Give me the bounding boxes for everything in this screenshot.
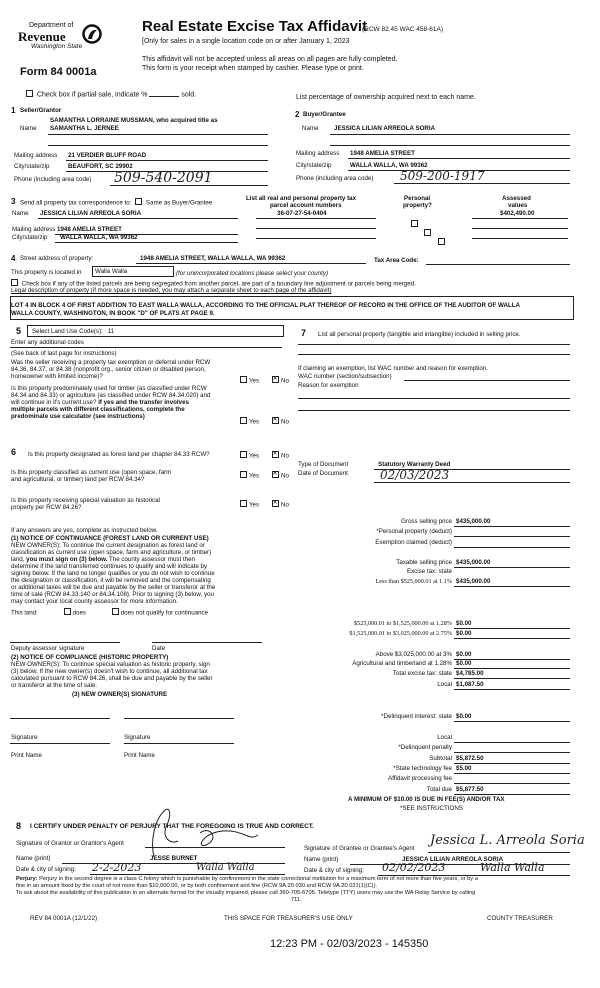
tier2-label: $525,000.01 to $1,525,000.00 at 1.28% xyxy=(354,620,452,627)
no-label: No xyxy=(281,452,289,460)
this-land-label: This land: xyxy=(11,609,38,617)
perjury-line4: 711. xyxy=(291,897,302,903)
section5-q1-no xyxy=(272,376,289,385)
notice2-line1: NEW OWNER(S): To continue special valuation as historic property, sign xyxy=(11,661,210,668)
section-1-number: 1 xyxy=(11,106,16,115)
delinquent-state-value: $0.00 xyxy=(456,713,472,720)
notice1-line1: NEW OWNER(S): To continue the current designation as forest land or xyxy=(11,542,205,549)
dept-line1: Department of xyxy=(29,22,74,29)
section5-q1-no-checkbox[interactable] xyxy=(272,376,279,383)
grantor-signature-label: Signature of Grantor or Grantor's Agent xyxy=(16,840,124,847)
land-does-label: does xyxy=(72,609,86,617)
form-subtitle: [Only for sales in a single location code on or after January 1, 2023 xyxy=(142,38,350,45)
ownership-note: List percentage of ownership acquired next to each name. xyxy=(296,94,476,101)
section6-q1-yes-checkbox[interactable] xyxy=(240,451,247,458)
form-title: Real Estate Excise Tax Affidavit xyxy=(142,18,368,35)
grantee-city-value: Walla Walla xyxy=(480,861,545,874)
taxable-value: $435,000.00 xyxy=(456,559,491,566)
located-label: This property is located in xyxy=(11,269,82,276)
buyer-name-value: JESSICA LILIAN ARREOLA SORIA xyxy=(334,125,436,132)
doc-type-value: Statutory Warranty Deed xyxy=(378,461,451,468)
notice1-line7: or additional taxes will be due and payable by the seller or transferor at the xyxy=(11,584,216,591)
ag-value: $0.00 xyxy=(456,660,472,667)
yes-label: Yes xyxy=(249,501,260,509)
seller-name-line1: SAMANTHA LORRAINE MUSSMAN, who acquired title as xyxy=(50,117,218,124)
total-excise-value: $4,785.00 xyxy=(456,670,484,677)
buyer-mailing-value: 1948 AMELIA STREET xyxy=(350,150,415,157)
partial-sale-checkbox[interactable] xyxy=(26,90,33,97)
section6-q3-no-checkbox[interactable] xyxy=(272,500,279,507)
section6-q2-yes-checkbox[interactable] xyxy=(240,471,247,478)
section6-q3-line1: Is this property receiving special valuation as historical xyxy=(11,497,160,504)
buyer-phone-label: Phone (including area code) xyxy=(296,175,374,182)
section-7-number: 7 xyxy=(301,328,307,338)
seller-name-line2: SAMANTHA L. JERNEE xyxy=(50,125,119,132)
section-4-number: 4 xyxy=(11,254,16,263)
form-note1: This affidavit will not be accepted unless all areas on all pages are fully completed. xyxy=(142,56,398,63)
penalty-label: *Delinquent penalty xyxy=(398,744,452,751)
land-does-checkbox[interactable] xyxy=(64,608,71,615)
tech-fee-value: $5.00 xyxy=(456,765,472,772)
seller-mailing-label: Mailing address xyxy=(14,152,58,159)
seller-city-label: City/state/zip xyxy=(14,163,50,170)
section6-q3-yes-checkbox[interactable] xyxy=(240,500,247,507)
tier1-label: Less than $525,000.01 at 1.1% xyxy=(375,578,452,585)
yes-label: Yes xyxy=(249,377,260,385)
grantee-date-label: Date & city of signing: xyxy=(304,867,364,874)
section5-q1-line3: homeowner with limited income)? xyxy=(11,373,103,380)
section3-mailing-label: Mailing address xyxy=(12,226,56,233)
seller-city-value: BEAUFORT, SC 29902 xyxy=(68,163,133,170)
section3-name-value: JESSICA LILIAN ARREOLA SORIA xyxy=(40,210,142,217)
segregated-checkbox[interactable] xyxy=(11,279,18,286)
tax-area-code-label: Tax Area Code: xyxy=(374,257,419,264)
assessed-heading-1: Assessed xyxy=(502,195,531,202)
street-label: Street address of property: xyxy=(20,255,94,262)
assessed-heading-2: values xyxy=(508,202,528,209)
street-value: 1948 AMELIA STREET, WALLA WALLA, WA 99362 xyxy=(140,255,286,262)
grantor-name-value: JESSE BURNET xyxy=(150,855,198,862)
legal-description-line1: LOT 4 IN BLOCK 4 OF FIRST ADDITION TO EAST WALLA WALLA, ACCORDING TO THE OFFICIAL PLAT THEREOF OF RECORD IN THE OFFICE OF THE AUDITOR OF WALLA xyxy=(11,302,520,309)
form-note2: This form is your receipt when stamped by cashier. Please type or print. xyxy=(142,65,364,72)
buyer-name-label: Name xyxy=(302,125,319,132)
section5-q1-line1: Was the seller receiving a property tax exemption or deferral under RCW xyxy=(11,359,211,366)
notice1-line2: classification as current use (open space, farm and agriculture, or timber) xyxy=(11,549,212,556)
assessed-value: $402,490.00 xyxy=(500,210,535,217)
section3-mailing-value: 1948 AMELIA STREET xyxy=(57,226,122,233)
notice1-line5: signing below. If the land no longer qualifies or you do not wish to continue xyxy=(11,570,215,577)
notice1-line6: the designation or classification, it will be removed and the compensating xyxy=(11,577,211,584)
grantor-city-value: Walla Walla xyxy=(196,862,255,873)
dept-line2: Revenue xyxy=(18,29,66,44)
owner-signature-label-1: Signature xyxy=(11,734,38,741)
owner-signature-label-2: Signature xyxy=(124,734,151,741)
personal-heading-1: Personal xyxy=(404,195,431,202)
local-value: $1,087.50 xyxy=(456,681,484,688)
notice2-line3: calculated pursuant to RCW 84.26, shall be due and payable by the seller xyxy=(11,675,213,682)
form-rcw: (RCW 82.45 WAC 458-61A) xyxy=(362,26,444,33)
tier3-label: $1,525,000.01 to $3,025,000.00 at 2.75% xyxy=(349,630,452,637)
tier2-value: $0.00 xyxy=(456,620,472,627)
personal-heading-2: property? xyxy=(403,202,432,209)
notice2-line4: or transferor at the time of sale. xyxy=(11,682,97,689)
seller-phone-label: Phone (including area code) xyxy=(14,176,92,183)
see-back-note: (See back of last page for instructions) xyxy=(11,350,117,357)
section-3-row xyxy=(20,198,212,207)
this-land-row xyxy=(11,608,208,617)
section6-q2-no-checkbox[interactable] xyxy=(272,471,279,478)
exemption-label: If claiming an exemption, list WAC number and reason for exemption. xyxy=(298,365,488,372)
no-label: No xyxy=(281,501,289,509)
no-label: No xyxy=(281,418,289,426)
cashier-stamp: 12:23 PM - 02/03/2023 - 145350 xyxy=(270,938,429,950)
tier4-value: $0.00 xyxy=(456,651,472,658)
land-does-not-label: does not qualify for continuance xyxy=(120,609,209,617)
county-value: Walla Walla xyxy=(95,268,128,275)
tech-fee-label: *State technology fee xyxy=(393,765,452,772)
legal-description-line2: WALLA COUNTY, WASHINGTON, IN BOOK "D" OF PLATS AT PAGE 9. xyxy=(11,310,215,317)
section6-q2-no xyxy=(272,471,289,480)
county-treasurer: COUNTY TREASURER xyxy=(487,915,553,922)
perjury-line2: fine in an amount fixed by the court of not more than $10,000.00, or by both confinement and fine (RCW 9A.20.030 and RCW 9A.20.021(1)(C)). xyxy=(16,883,378,889)
rev-number: REV 84 0001A (12/1/22) xyxy=(30,915,98,922)
land-use-label xyxy=(32,328,114,336)
perjury-bold: Perjury: xyxy=(16,876,38,882)
parcel-value: 36-07-27-54-0404 xyxy=(277,210,327,217)
seller-name-label: Name xyxy=(20,125,37,132)
notice1-title: (1) NOTICE OF CONTINUANCE (FOREST LAND OR CURRENT USE) xyxy=(11,535,209,542)
seller-heading: Seller/Grantor xyxy=(20,107,62,114)
section3-city-label: City/state/zip xyxy=(12,234,48,241)
section6-q3-line2: property per RCW 84.26? xyxy=(11,504,82,511)
section5-q1-yes-checkbox[interactable] xyxy=(240,376,247,383)
total-excise-label: Total excise tax: state xyxy=(392,670,452,677)
grantee-name-value: JESSICA LILIAN ARREOLA SORIA xyxy=(402,856,504,863)
personal-property-label: List all personal property (tangible and intangible) included in selling price. xyxy=(318,331,521,338)
section6-q1-yes xyxy=(240,451,259,460)
deputy-date-label: Date xyxy=(152,645,166,652)
doc-type-label: Type of Document xyxy=(298,461,349,468)
section6-q2-line1: Is this property classified as current use (open space, farm xyxy=(11,469,172,476)
doc-date-value: 02/03/2023 xyxy=(380,468,450,482)
form-number: Form 84 0001a xyxy=(20,66,97,78)
partial-sale-label: Check box if partial sale, indicate % xyxy=(36,91,148,99)
deputy-signature-label: Deputy assessor signature xyxy=(11,645,85,652)
gross-value: $435,000.00 xyxy=(456,518,491,525)
section-6-number: 6 xyxy=(11,447,17,457)
local2-label: Local xyxy=(437,734,452,741)
owner-print-name-label-1: Print Name xyxy=(11,752,42,759)
certify-statement: I CERTIFY UNDER PENALTY OF PERJURY THAT THE FOREGOING IS TRUE AND CORRECT. xyxy=(30,823,314,830)
personal-property-checkbox-1[interactable] xyxy=(411,220,418,227)
personal-deduct-label: *Personal property (deduct) xyxy=(376,528,452,535)
delinquent-state-label: *Delinquent interest: state xyxy=(381,713,452,720)
section6-q3-no xyxy=(272,500,289,509)
notice3-title: (3) NEW OWNER(S) SIGNATURE xyxy=(72,691,168,698)
treasurer-space: THIS SPACE FOR TREASURER'S USE ONLY xyxy=(224,915,353,922)
section3-city-value: WALLA WALLA, WA 99362 xyxy=(60,234,138,241)
buyer-phone-value: 509-200-1917 xyxy=(400,169,485,183)
notice1-line8: time of sale (RCW 84.33.140 or 84.34.108). Prior to signing (3) below, you xyxy=(11,591,214,598)
notice1-line3-c: The county assessor must then xyxy=(109,556,195,563)
see-instructions-note: *SEE INSTRUCTIONS xyxy=(400,805,463,812)
yes-label: Yes xyxy=(249,472,260,480)
legal-description-label: Legal description of property (if more space is needed, you may attach a separate sheet to each page of the affidavit) xyxy=(11,287,332,294)
land-use-select-label: Select Land Use Code(s): xyxy=(32,328,103,335)
tier4-label: Above $3,025,000.00 at 3% xyxy=(375,651,452,658)
section5-q2-line1: Is this property predominately used for timber (as classified under RCW xyxy=(11,385,207,392)
dept-line3: Washington State xyxy=(31,43,83,50)
personal-property-checkbox-2[interactable] xyxy=(424,229,431,236)
section6-q2-line2: and agricultural, or timber) land per RCW 84.34? xyxy=(11,476,145,483)
subtotal-label: Subtotal xyxy=(429,755,452,762)
ag-label: Agricultural and timberland at 1.28% xyxy=(352,660,452,667)
if-yes-note: If any answers are yes, complete as instructed below. xyxy=(11,527,158,534)
notice2-line2: (3) below. If the new owner(s) doesn't wish to continue, all additional tax xyxy=(11,668,208,675)
exemption-deduct-label: Exemption claimed (deduct) xyxy=(375,539,452,546)
no-label: No xyxy=(281,472,289,480)
parcel-heading-2: parcel account numbers xyxy=(270,202,342,209)
exemption-reason-label: Reason for exemption xyxy=(298,382,359,389)
wac-number-label: WAC number (section/subsection) xyxy=(298,373,392,380)
section5-q2-yes-checkbox[interactable] xyxy=(240,417,247,424)
buyer-mailing-label: Mailing address xyxy=(296,150,340,157)
tier1-value: $435,000.00 xyxy=(456,578,491,585)
local-label: Local xyxy=(437,681,452,688)
owner-print-name-label-2: Print Name xyxy=(124,752,155,759)
notice1-line3-a: land, xyxy=(11,556,25,563)
section6-q2-yes xyxy=(240,471,259,480)
revenue-logo-icon xyxy=(82,24,102,44)
no-label: No xyxy=(281,377,289,385)
grantee-signature-label: Signature of Grantee or Grantee's Agent xyxy=(304,845,415,852)
correspondence-label: Send all property tax correspondence to: xyxy=(20,199,132,207)
processing-fee-label: Affidavit processing fee xyxy=(388,775,452,782)
perjury-line3: To ask about the availability of this publication in an alternate format for the visually impaired, please call 360-705-6705. Teletype (TTY) users may use the WA Relay Service by calling xyxy=(16,890,476,896)
q2-line3-text: will continue in it's current use? xyxy=(11,399,97,406)
grantee-signature-value: Jessica L. Arreola Soria xyxy=(430,833,585,848)
section5-q2-line5: predominate use calculator (see instructions) xyxy=(11,413,145,420)
section5-q2-no xyxy=(272,417,289,426)
section5-q2-line2: 84.34 and 84.33) or agriculture (as classified under RCW 84.34.020) and xyxy=(11,392,211,399)
personal-property-checkbox-3[interactable] xyxy=(438,238,445,245)
grantee-date-value: 02/02/2023 xyxy=(382,861,446,874)
land-does-not-checkbox[interactable] xyxy=(112,608,119,615)
section-3-number: 3 xyxy=(11,197,16,206)
notice1-line4: determine if the land transferred continues to qualify and will indicate by xyxy=(11,563,208,570)
grantor-date-label: Date & city of signing: xyxy=(16,866,76,873)
partial-sale-row xyxy=(26,90,196,99)
section5-q2-yes xyxy=(240,417,259,426)
section6-q3-yes xyxy=(240,500,259,509)
unincorporated-note: (for unincorporated locations please select your county) xyxy=(176,270,329,277)
seller-phone-value: 509-540-2091 xyxy=(114,170,213,186)
total-due-value: $5,877.50 xyxy=(456,786,484,793)
taxable-label: Taxable selling price xyxy=(396,559,452,566)
total-due-label: Total due xyxy=(426,786,452,793)
section6-q1-no xyxy=(272,451,289,460)
notice1-line9: may contact your local county assessor for more information. xyxy=(11,598,178,605)
buyer-city-value: WALLA WALLA, WA 99362 xyxy=(350,162,428,169)
same-as-buyer-label: Same as Buyer/Grantee xyxy=(145,199,213,207)
excise-state-label: Excise tax: state xyxy=(406,568,452,575)
section3-name-label: Name xyxy=(12,210,29,217)
yes-label: Yes xyxy=(249,418,260,426)
perjury-text-1: Perjury in the second degree is a class C felony which is punishable by confinement in the state correctional institution for a maximum term of not more than five years, or by a xyxy=(39,876,478,882)
section-8-number: 8 xyxy=(16,821,22,831)
section5-q2-no-checkbox[interactable] xyxy=(272,417,279,424)
partial-sale-sold: sold. xyxy=(181,91,197,99)
minimum-due-note: A MINIMUM OF $10.00 IS DUE IN FEE(S) AND/OR TAX xyxy=(348,796,505,803)
section6-q1: Is this property designated as forest land per chapter 84.33 RCW? xyxy=(28,451,210,458)
grantee-name-label: Name (print) xyxy=(304,856,339,863)
doc-date-label: Date of Document xyxy=(298,470,348,477)
subtotal-value: $5,872.50 xyxy=(456,755,484,762)
buyer-heading: Buyer/Grantee xyxy=(303,111,346,118)
notice1-line3-b: you must sign on (3) below. xyxy=(26,556,108,563)
same-as-buyer-checkbox[interactable] xyxy=(135,198,142,205)
grantor-name-label: Name (print) xyxy=(16,855,51,862)
tier3-value: $0.00 xyxy=(456,630,472,637)
section6-q1-no-checkbox[interactable] xyxy=(272,451,279,458)
additional-codes-label: Enter any additional codes xyxy=(11,339,84,346)
parcel-heading-1: List all real and personal property tax xyxy=(246,195,357,202)
gross-label: Gross selling price xyxy=(401,518,452,525)
buyer-city-label: City/state/zip xyxy=(296,162,332,169)
segregated-label: Check box if any of the listed parcels are being segregated from another parcel, are part of a boundary line adjustment or parcels being merged. xyxy=(21,280,416,288)
q2-line3-bold: If yes and the transfer involves xyxy=(98,399,189,406)
section5-q1-line2: 84.36, 84.37, or 84.38 (nonprofit org., senior citizen or disabled person, xyxy=(11,366,206,373)
section5-q2-line4: multiple parcels with different classifications, complete the xyxy=(11,406,185,413)
seller-mailing-value: 21 VERDIER BLUFF ROAD xyxy=(68,152,147,159)
section-5-number: 5 xyxy=(16,326,22,336)
grantor-date-value: 2-2-2023 xyxy=(92,861,142,874)
section5-q1-yes xyxy=(240,376,259,385)
land-use-value: 11 xyxy=(107,328,115,335)
notice2-title: (2) NOTICE OF COMPLIANCE (HISTORIC PROPERTY) xyxy=(11,654,169,661)
yes-label: Yes xyxy=(249,452,260,460)
section-2-number: 2 xyxy=(295,110,300,119)
